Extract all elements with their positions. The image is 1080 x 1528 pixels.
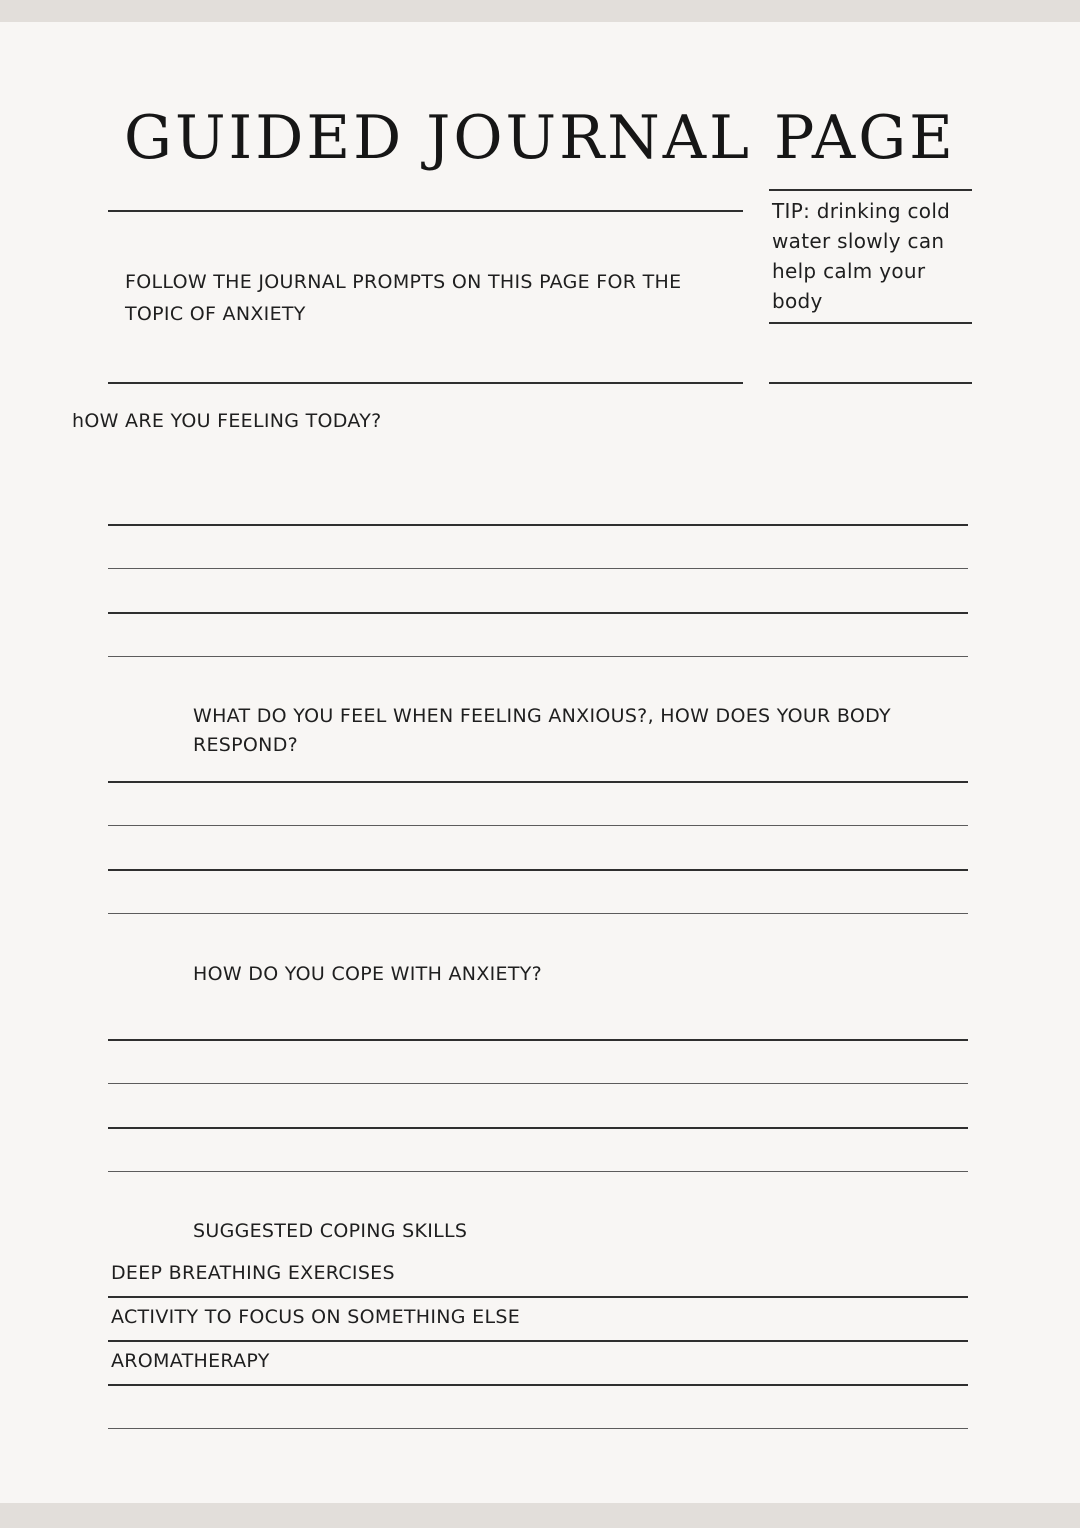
- writing-line[interactable]: [108, 1039, 968, 1041]
- writing-line[interactable]: [108, 568, 968, 569]
- writing-line[interactable]: [108, 913, 968, 914]
- prompt-feeling-today: hOW ARE YOU FEELING TODAY?: [72, 410, 382, 432]
- intro-text: FOLLOW THE JOURNAL PROMPTS ON THIS PAGE FOR THE TOPIC OF ANXIETY: [125, 271, 682, 326]
- writing-line[interactable]: [108, 1171, 968, 1172]
- writing-line[interactable]: [108, 1127, 968, 1129]
- writing-line[interactable]: [108, 1340, 968, 1342]
- writing-line[interactable]: [108, 781, 968, 783]
- tip-top-rule: [769, 189, 972, 191]
- writing-line[interactable]: [108, 869, 968, 871]
- tip-bottom-rule: [769, 382, 972, 384]
- coping-skills-heading: SUGGESTED COPING SKILLS: [193, 1220, 468, 1242]
- writing-line[interactable]: [108, 1296, 968, 1298]
- writing-line[interactable]: [108, 656, 968, 657]
- page-title: GUIDED JOURNAL PAGE: [124, 103, 956, 173]
- coping-skill-item: DEEP BREATHING EXERCISES: [111, 1262, 395, 1284]
- prompt-body-response: WHAT DO YOU FEEL WHEN FEELING ANXIOUS?, HOW DOES YOUR BODY RESPOND?: [193, 705, 891, 757]
- writing-line[interactable]: [108, 825, 968, 826]
- tip-mid-rule: [769, 322, 972, 324]
- writing-line[interactable]: [108, 1428, 968, 1429]
- writing-line[interactable]: [108, 612, 968, 614]
- tip-text: TIP: drinking cold water slowly can help calm your body: [772, 199, 951, 313]
- coping-skill-item: AROMATHERAPY: [111, 1350, 270, 1372]
- writing-line[interactable]: [108, 1384, 968, 1386]
- journal-page: [0, 22, 1080, 1503]
- prompt-coping: HOW DO YOU COPE WITH ANXIETY?: [193, 963, 543, 985]
- writing-line[interactable]: [108, 524, 968, 526]
- writing-line[interactable]: [108, 1083, 968, 1084]
- coping-skill-item: ACTIVITY TO FOCUS ON SOMETHING ELSE: [111, 1306, 520, 1328]
- intro-top-rule: [108, 210, 743, 212]
- intro-bottom-rule: [108, 382, 743, 384]
